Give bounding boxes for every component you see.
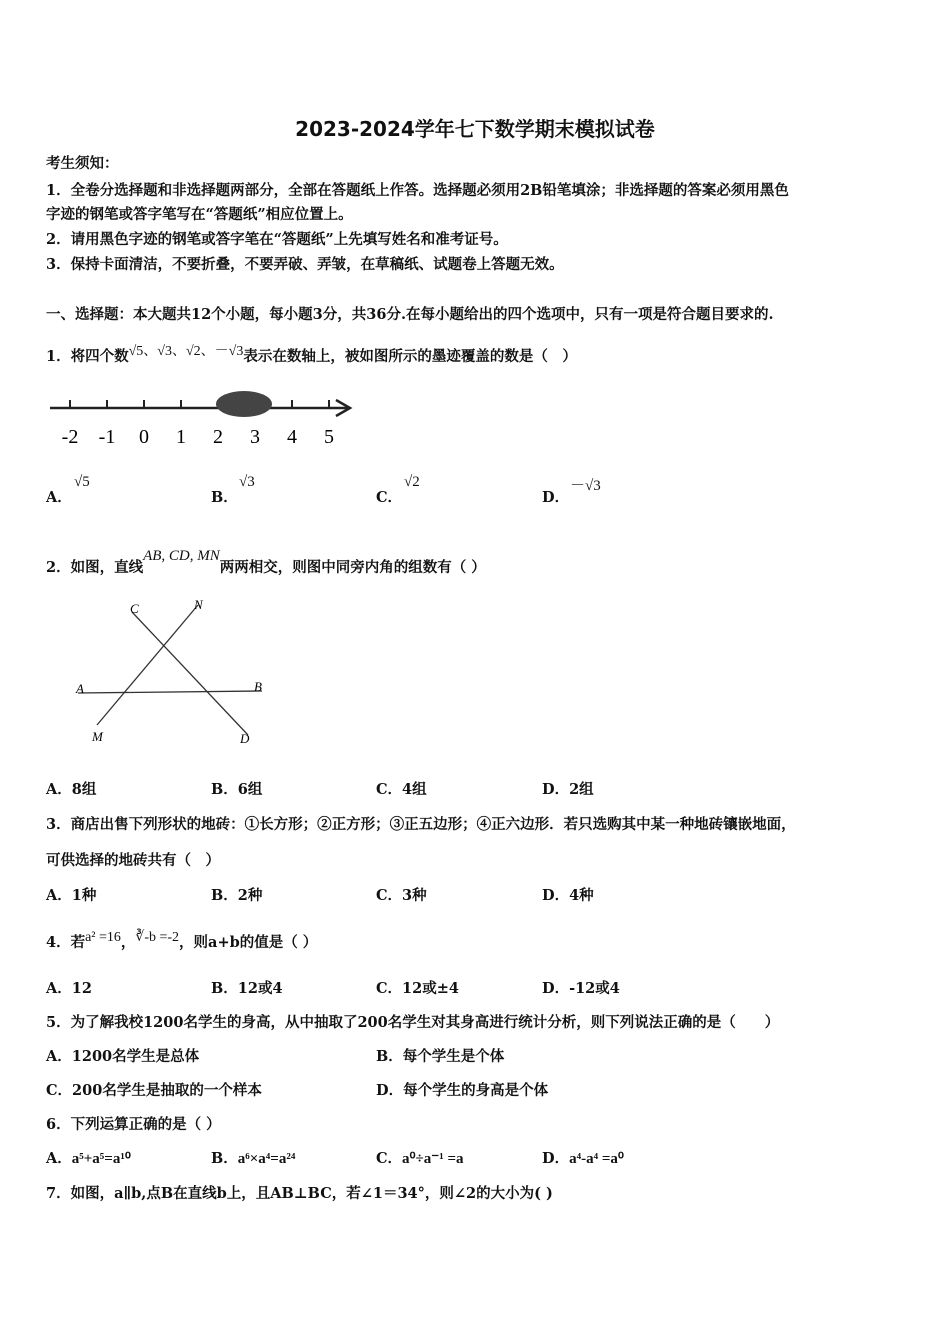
q1-option-b: B．	[211, 489, 238, 506]
q1-option-a-value: √5	[74, 474, 90, 490]
q1-option-c: C．	[376, 489, 403, 506]
label-b: B	[254, 679, 262, 694]
number-line-label: 4	[287, 426, 297, 448]
intersecting-lines-figure	[70, 595, 280, 755]
q1-option-d: D．	[542, 489, 570, 506]
q4-option-c: C．12或±4	[376, 980, 459, 997]
question-3-stem-cont: 可供选择的地砖共有（ ）	[46, 852, 220, 869]
number-line-label: 2	[213, 426, 223, 448]
q2-lines: AB, CD, MN	[143, 548, 220, 564]
section-heading: 一、选择题：本大题共12个小题，每小题3分，共36分.在每小题给出的四个选项中，只有一项是符合题目要求的.	[46, 306, 774, 323]
number-line-label: -2	[61, 426, 79, 448]
label-m: M	[92, 729, 103, 744]
ink-blot	[216, 391, 272, 417]
notice-item-2: 2．请用黑色字迹的钢笔或答字笔在“答题纸”上先填写姓名和准考证号。	[46, 231, 508, 248]
notice-heading: 考生须知：	[46, 155, 119, 172]
q3-option-a: A．1种	[46, 887, 97, 904]
q2-option-a: A．8组	[46, 781, 97, 798]
q2-option-c: C．4组	[376, 781, 427, 798]
q1-option-c-value: √2	[404, 474, 420, 490]
q5-option-a: A．1200名学生是总体	[46, 1048, 200, 1065]
q4-eq2: ∛-b =-2	[135, 930, 180, 945]
q1-numbers: √5、√3、√2、－√3	[128, 344, 244, 359]
question-3-stem: 3．商店出售下列形状的地砖：①长方形；②正方形；③正五边形；④正六边形．若只选购其中某一种地砖镶嵌地面，	[46, 816, 796, 833]
number-line-label: 1	[176, 426, 186, 448]
question-4-stem: 4．若a² =16，∛-b =-2，则a+b的值是（ ）	[46, 930, 318, 951]
q6-option-a: A．a⁵+a⁵=a¹⁰	[46, 1150, 131, 1167]
number-line-label: 5	[324, 426, 334, 448]
q3-option-b: B．2种	[211, 887, 263, 904]
notice-item-1-cont: 字迹的钢笔或答字笔写在“答题纸”相应位置上。	[46, 206, 353, 223]
q5-option-b: B．每个学生是个体	[376, 1048, 505, 1065]
q1-option-a: A．	[46, 489, 72, 506]
q2-option-d: D．2组	[542, 781, 594, 798]
q6-option-b: B．a⁶×a⁴=a²⁴	[211, 1150, 296, 1167]
number-line-figure	[48, 385, 358, 455]
page-title: 2023-2024学年七下数学期末模拟试卷	[295, 117, 655, 141]
label-n: N	[194, 597, 203, 612]
question-2-stem: 2．如图，直线AB, CD, MN两两相交，则图中同旁内角的组数有（ ）	[46, 548, 486, 576]
label-d: D	[240, 731, 250, 746]
q6-option-d: D．a⁴-a⁴ =a⁰	[542, 1150, 624, 1167]
q4-option-a: A．12	[46, 980, 92, 997]
notice-item-1: 1．全卷分选择题和非选择题两部分，全部在答题纸上作答。选择题必须用2B铅笔填涂；非选择题的答案必须用黑色	[46, 182, 789, 199]
question-6-stem: 6．下列运算正确的是（ ）	[46, 1116, 221, 1133]
q5-option-c: C．200名学生是抽取的一个样本	[46, 1082, 262, 1099]
q5-option-d: D．每个学生的身高是个体	[376, 1082, 549, 1099]
q3-option-d: D．4种	[542, 887, 594, 904]
q2-option-b: B．6组	[211, 781, 263, 798]
label-a: A	[76, 681, 84, 696]
notice-item-3: 3．保持卡面清洁，不要折叠，不要弄破、弄皱，在草稿纸、试题卷上答题无效。	[46, 256, 564, 273]
q4-option-d: D．-12或4	[542, 980, 620, 997]
number-line-label: -1	[98, 426, 116, 448]
label-c: C	[130, 601, 139, 616]
q6-option-c: C．a⁰÷a⁻¹ =a	[376, 1150, 464, 1167]
line-cd	[132, 612, 248, 735]
question-1-stem: 1．将四个数√5、√3、√2、－√3表示在数轴上，被如图所示的墨迹覆盖的数是（ ）	[46, 344, 577, 365]
q4-option-b: B．12或4	[211, 980, 283, 997]
number-line-label: 3	[250, 426, 260, 448]
question-5-stem: 5．为了解我校1200名学生的身高，从中抽取了200名学生对其身高进行统计分析，则下列说法正确的是（ ）	[46, 1014, 780, 1031]
q4-eq1: a² =16	[85, 930, 121, 945]
q3-option-c: C．3种	[376, 887, 427, 904]
line-ab	[78, 691, 262, 693]
question-7-stem: 7．如图，a∥b,点B在直线b上，且AB⊥BC，若∠1＝34°，则∠2的大小为( )	[46, 1185, 553, 1202]
number-line-label: 0	[139, 426, 149, 448]
q1-option-b-value: √3	[239, 474, 255, 490]
q1-option-d-value: －√3	[570, 478, 601, 494]
